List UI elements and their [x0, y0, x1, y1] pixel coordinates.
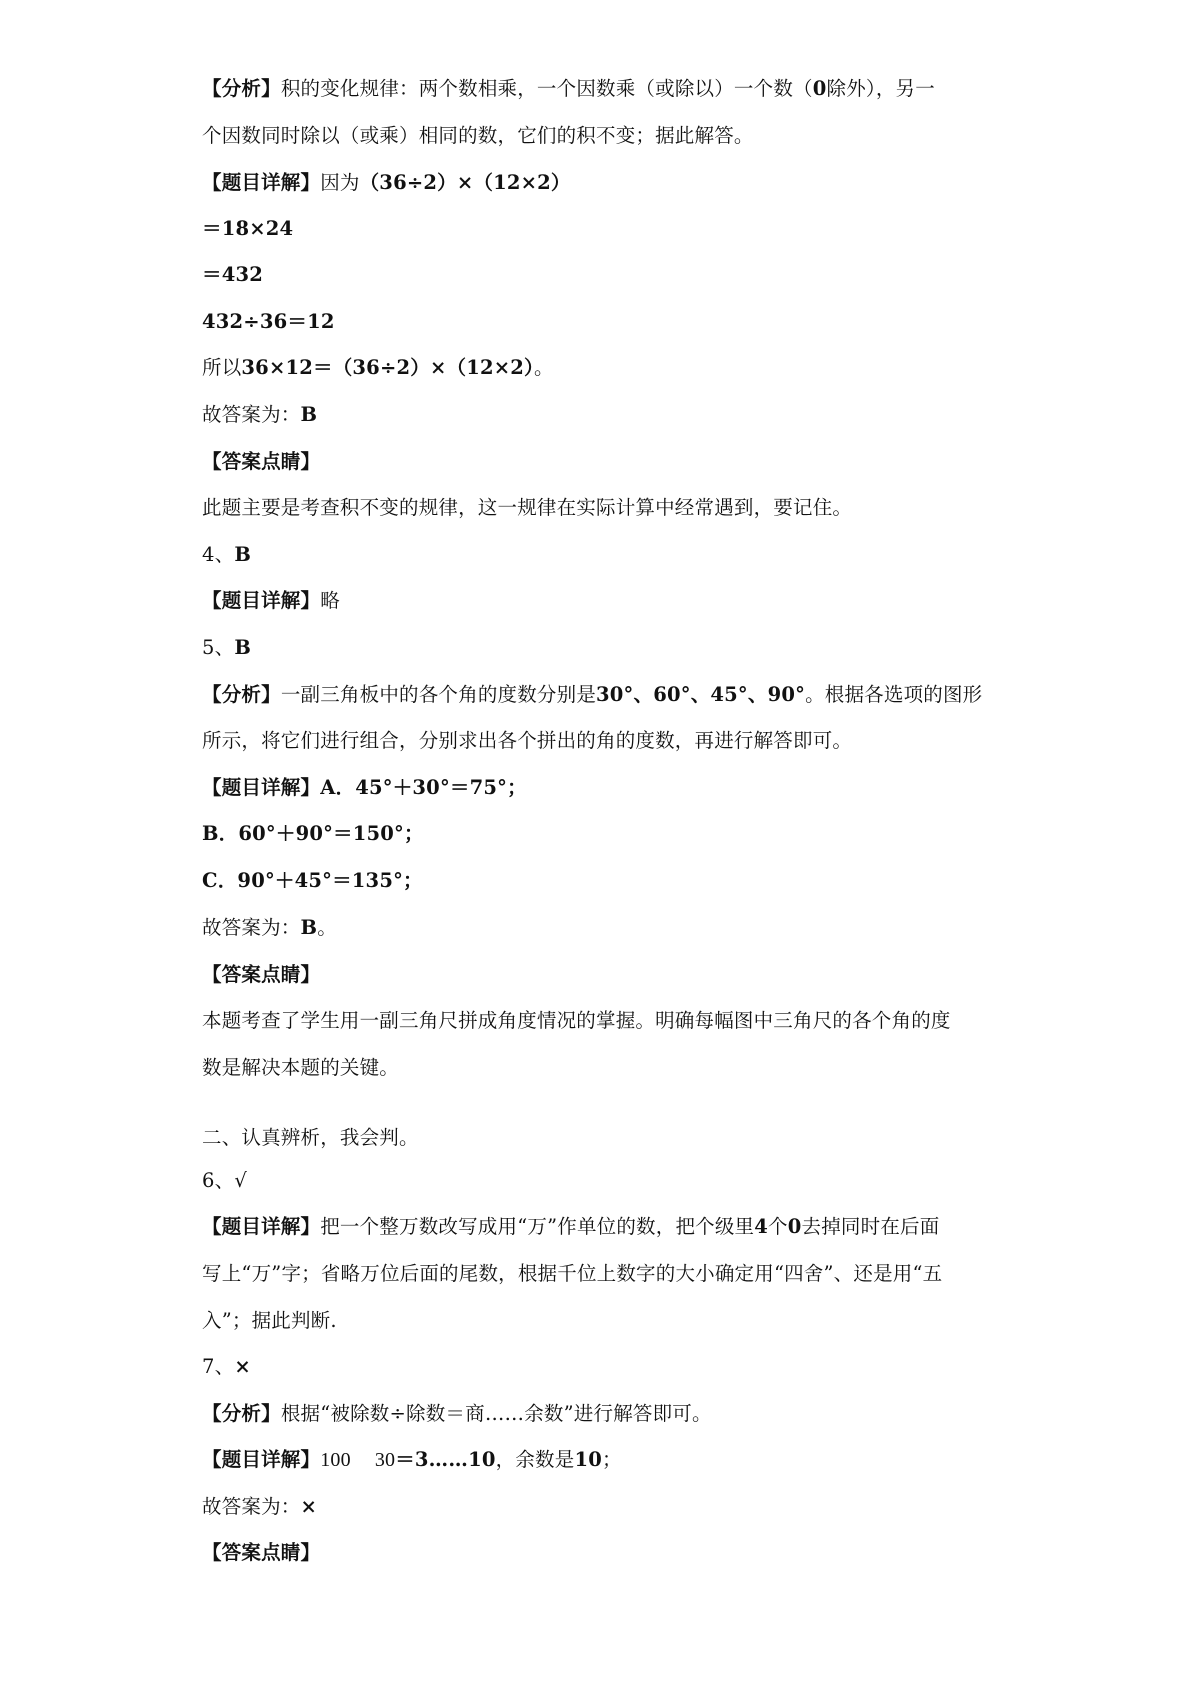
q6-detail-line-2: 写上“万”字；省略万位后面的尾数，根据千位上数字的大小确定用“四舍”、还是用“五 [202, 1262, 943, 1285]
q3-analysis-line-2: 个因数同时除以（或乘）相同的数，它们的积不变；据此解答。 [202, 124, 754, 147]
q5-answer: 故答案为：B。 [202, 916, 337, 939]
q5-option-b: B．60°＋90°＝150°； [202, 822, 424, 845]
divisor: 30 [374, 1449, 396, 1471]
analysis-tag: 【分析】 [202, 683, 281, 706]
detail-tag: 【题目详解】 [202, 776, 321, 799]
check-mark: √ [234, 1169, 247, 1192]
analysis-tag: 【分析】 [202, 77, 281, 100]
q3-step-1: ＝18×24 [202, 217, 294, 240]
detail-tag: 【题目详解】 [202, 1215, 321, 1238]
dividend: 100 [320, 1449, 351, 1471]
q3-detail-line: 【题目详解】因为（36÷2）×（12×2） [202, 171, 571, 194]
q6-detail-line-1: 【题目详解】把一个整万数改写成用“万”作单位的数，把个级里4个0去掉同时在后面 [202, 1215, 940, 1238]
q3-step-3: 432÷36＝12 [202, 310, 335, 333]
q3-step-2: ＝432 [202, 263, 264, 286]
q7-heading: 7、× [202, 1355, 251, 1378]
q5-analysis-line-2: 所示，将它们进行组合，分别求出各个拼出的角的度数，再进行解答即可。 [202, 729, 853, 752]
q3-answer: 故答案为：B [202, 403, 318, 426]
q5-key-line-1: 本题考查了学生用一副三角尺拼成角度情况的掌握。明确每幅图中三角尺的各个角的度 [202, 1009, 951, 1032]
q6-heading: 6、√ [202, 1169, 247, 1192]
cross-mark: × [234, 1355, 251, 1378]
q3-key-text: 此题主要是考查积不变的规律，这一规律在实际计算中经常遇到，要记住。 [202, 496, 853, 519]
q3-analysis-line-1: 【分析】积的变化规律：两个数相乘，一个因数乘（或除以）一个数（0除外），另一 [202, 77, 935, 100]
q5-analysis-line-1: 【分析】一副三角板中的各个角的度数分别是30°、60°、45°、90°。根据各选项的图形 [202, 683, 983, 706]
q6-detail-line-3: 入”；据此判断. [202, 1309, 337, 1332]
q7-key-tag: 【答案点睛】 [202, 1541, 321, 1564]
analysis-tag: 【分析】 [202, 1402, 281, 1425]
q5-detail-a: 【题目详解】A．45°＋30°＝75°； [202, 776, 527, 799]
q5-key-line-2: 数是解决本题的关键。 [202, 1056, 400, 1079]
q5-key-tag: 【答案点睛】 [202, 963, 321, 986]
detail-tag: 【题目详解】 [202, 1448, 321, 1471]
section-2-heading: 二、认真辨析，我会判。 [202, 1126, 419, 1149]
q4-detail: 【题目详解】略 [202, 589, 340, 612]
q3-conclusion: 所以36×12＝（36÷2）×（12×2）。 [202, 356, 554, 379]
detail-tag: 【题目详解】 [202, 589, 321, 612]
detail-tag: 【题目详解】 [202, 171, 321, 194]
q7-answer: 故答案为：× [202, 1495, 318, 1518]
q7-detail: 【题目详解】100 30＝3……10，余数是10； [202, 1448, 622, 1471]
q5-option-c: C．90°＋45°＝135°； [202, 869, 423, 892]
q5-heading: 5、B [202, 636, 251, 659]
q4-heading: 4、B [202, 543, 251, 566]
q7-analysis: 【分析】根据“被除数÷除数＝商……余数”进行解答即可。 [202, 1402, 712, 1425]
q3-key-tag: 【答案点睛】 [202, 450, 321, 473]
